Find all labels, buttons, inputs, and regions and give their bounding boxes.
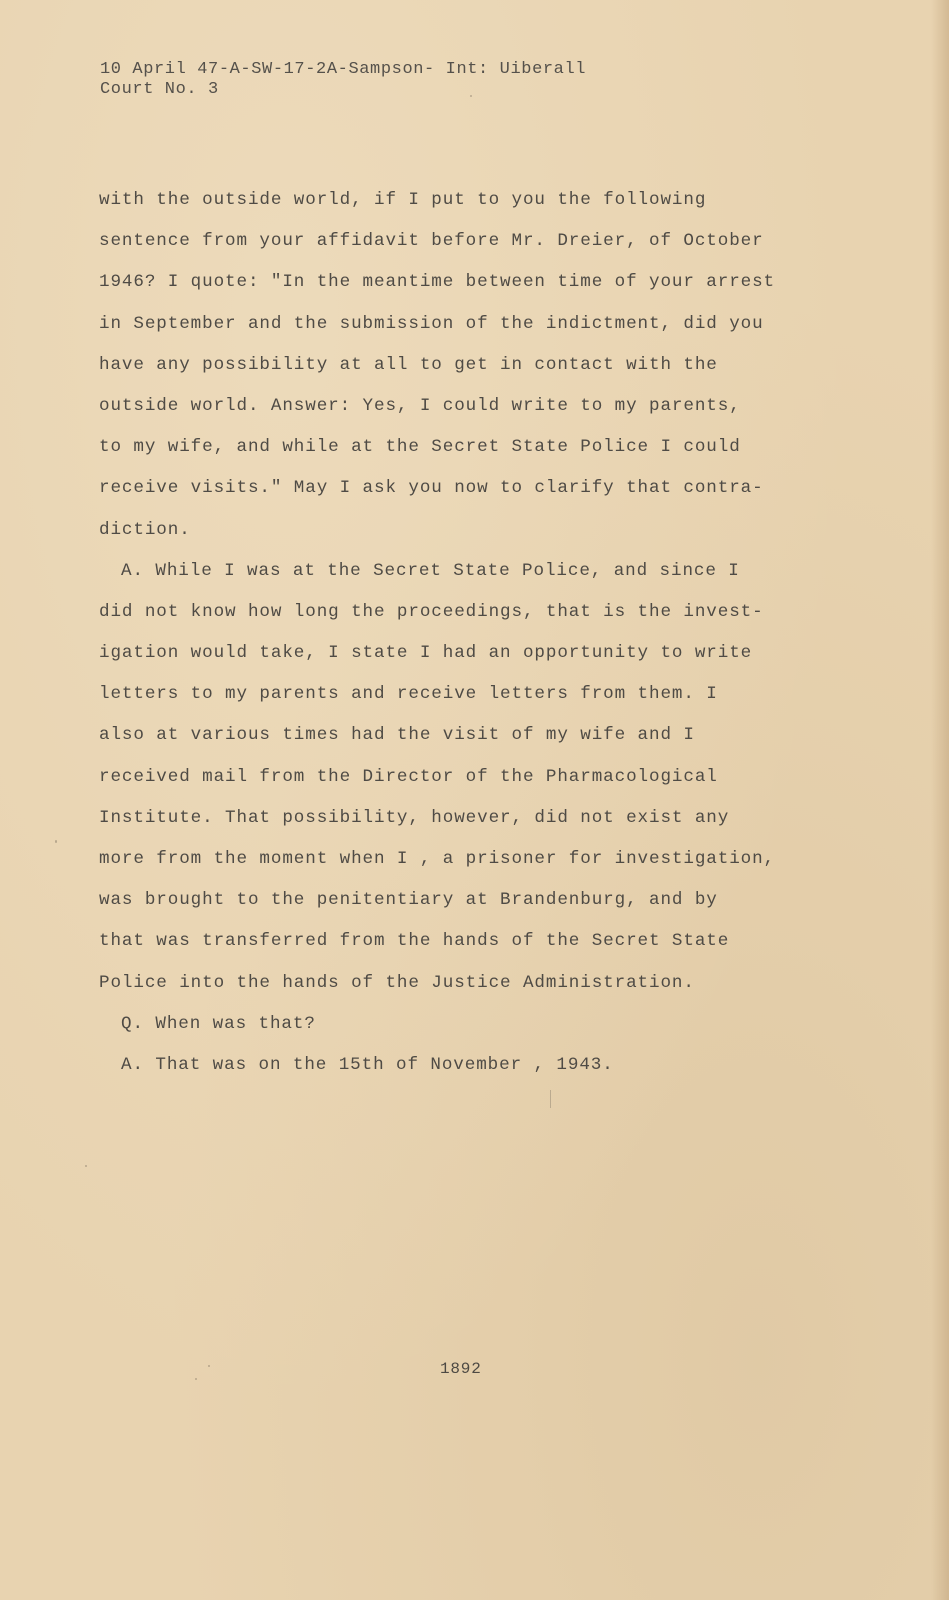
transcript-line: igation would take, I state I had an opportunity to write [99, 643, 753, 664]
paper-speck [55, 840, 57, 843]
transcript-line: Institute. That possibility, however, did not exist any [99, 807, 730, 828]
transcript-line: have any possibility at all to get in contact with the [99, 354, 718, 375]
transcript-header [100, 60, 586, 100]
paper-mark [550, 1090, 551, 1108]
transcript-line: more from the moment when I , a prisoner for investigation, [99, 849, 776, 869]
header-session-line: 10 April 47-A-SW-17-2A-Sampson- Int: Uiberall [100, 60, 587, 79]
page-edge-shadow [931, 0, 949, 1600]
transcript-line: did not know how long the proceedings, that is the invest- [99, 601, 764, 622]
paper-speck [85, 1165, 87, 1167]
transcript-line: received mail from the Director of the Pharmacological [99, 766, 718, 787]
transcript-line: outside world. Answer: Yes, I could write to my parents, [99, 395, 741, 416]
transcript-line: receive visits." May I ask you now to clarify that contra- [99, 478, 764, 499]
answer-line: A. That was on the 15th of November , 1943. [121, 1054, 614, 1075]
transcript-line: in September and the submission of the indictment, did you [99, 313, 764, 334]
header-court-line: Court No. 3 [100, 80, 219, 99]
transcript-line: sentence from your affidavit before Mr. Dreier, of October [99, 231, 764, 252]
paper-speck [195, 1378, 197, 1380]
answer-line: A. While I was at the Secret State Police, and since I [121, 560, 740, 581]
transcript-line: letters to my parents and receive letters from them. I [99, 684, 718, 705]
transcript-line: diction. [99, 519, 191, 540]
question-line: Q. When was that? [121, 1013, 316, 1034]
page-number: 1892 [440, 1360, 482, 1378]
transcript-body [99, 180, 929, 1086]
paper-speck [208, 1365, 210, 1367]
transcript-line: 1946? I quote: "In the meantime between time of your arrest [99, 272, 776, 293]
transcript-line: also at various times had the visit of my wife and I [99, 725, 695, 746]
paper-speck [470, 95, 472, 97]
transcript-line: with the outside world, if I put to you the following [99, 190, 707, 210]
transcript-line: to my wife, and while at the Secret State Police I could [99, 437, 741, 458]
transcript-line: was brought to the penitentiary at Brandenburg, and by [99, 890, 718, 911]
transcript-line: that was transferred from the hands of the Secret State [99, 931, 730, 952]
transcript-line: Police into the hands of the Justice Administration. [99, 972, 695, 993]
